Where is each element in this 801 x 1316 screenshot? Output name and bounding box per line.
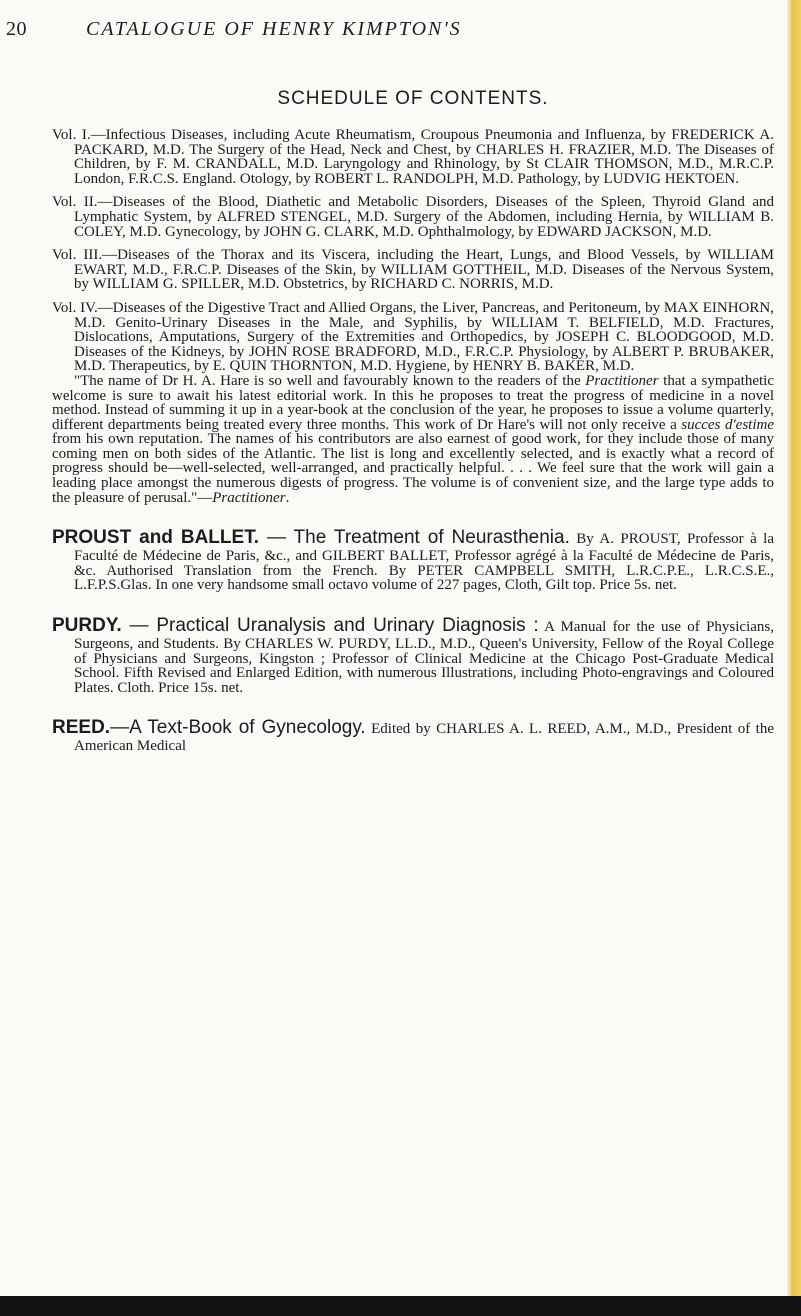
catalogue-entry-reed xyxy=(52,717,774,755)
gilt-page-edge xyxy=(787,0,801,1316)
entry-author: REED. xyxy=(52,717,111,739)
running-title: CATALOGUE OF HENRY KIMPTON'S xyxy=(86,18,462,40)
page-content xyxy=(52,52,774,754)
entry-author: PURDY. xyxy=(52,615,122,637)
page-bottom-edge xyxy=(0,1296,801,1316)
catalogue-entry-purdy xyxy=(52,615,774,696)
volume-4: Vol. IV.—Diseases of the Digestive Tract and Allied Organs, the Liver, Pancreas, and Peritoneum, by MAX EINHORN, M.D. Genito-Urinary Diseases in the Male, and Syphilis, by WILLIAM T. BELFIELD, M.D. Fractures, Dislocations, Amputations, Surgery of the Extremities and Orthopedics, by JOSEPH C. BLOODGOOD, M.D. Diseases of the Kidneys, by JOHN ROSE BRADFORD, M.D., F.R.C.P. Physiology, by ALBERT P. BRUBAKER, M.D. Therapeutics, by E. QUIN THORNTON, M.D. Hygiene, by HENRY B. BAKER, M.D. xyxy=(52,299,774,375)
entry-description: Edited by CHARLES A. L. REED, A.M., M.D., President of the American Medical xyxy=(74,721,774,755)
practitioner-review xyxy=(52,374,774,505)
volume-1: Vol. I.—Infectious Diseases, including Acute Rheumatism, Croupous Pneumonia and Influenza, by FREDERICK A. PACKARD, M.D. The Surgery of the Head, Neck and Chest, by CHARLES H. FRAZIER, M.D. The Diseases of Children, by F. M. CRANDALL, M.D. Laryngology and Rhinology, by St CLAIR THOMSON, M.D., M.R.C.P. London, F.R.C.S. England. Otology, by ROBERT L. RANDOLPH, M.D. Pathology, by LUDVIG HEKTOEN. xyxy=(52,127,774,187)
review-text-end: from his own reputation. The names of his contributors are also earnest of good work, for they include those of many coming men on both sides of the Atlantic. The list is long and excellently selected, and is exactly what a record of progress should be—well-selected, well-arranged, and practically helpful. . . . We feel sure that the work will gain a leading place amongst the numerous digests of progress. The volume is of convenient size, and the large type adds to the pleasure of perusal."— xyxy=(52,431,774,506)
schedule-title: SCHEDULE OF CONTENTS. xyxy=(277,88,549,109)
page-header xyxy=(6,18,777,42)
entry-title: —A Text-Book of Gynecology. xyxy=(110,717,366,739)
review-phrase: succes d'estime xyxy=(681,416,774,433)
entry-author: PROUST and BALLET. xyxy=(52,527,259,549)
catalogue-entry-proust xyxy=(52,527,774,594)
review-closing: . xyxy=(285,489,290,506)
review-source: Practitioner xyxy=(212,489,286,506)
entry-description: A Manual for the use of Physicians, Surgeons, and Students. By CHARLES W. PURDY, LL.D., M.D., Queen's University, Fellow of the Royal College of Physicians and Surgeons, Kingston ; Professor of Clinical Medicine at the Chicago Post-Graduate Medical School. Fifth Revised and Enlarged Edition, with numerous Illustrations, including Photo-engravings and Coloured Plates. Cloth. Price 15s. net. xyxy=(74,619,774,696)
page-number: 20 xyxy=(6,18,27,40)
volume-3: Vol. III.—Diseases of the Thorax and its Viscera, including the Heart, Lungs, and Blood Vessels, by WILLIAM EWART, M.D., F.R.C.P. Diseases of the Skin, by WILLIAM GOTTHEIL, M.D. Diseases of the Nervous System, by WILLIAM G. SPILLER, M.D. Obstetrics, by RICHARD C. NORRIS, M.D. xyxy=(52,247,774,293)
entry-title: — The Treatment of Neurasthenia. xyxy=(258,527,570,549)
entry-title: — Practical Uranalysis and Urinary Diagnosis : xyxy=(121,615,539,637)
review-text-start: "The name of Dr H. A. Hare is so well and favourably known to the readers of the xyxy=(74,372,586,389)
entry-description: By A. PROUST, Professor à la Faculté de Médecine de Paris, &c., and GILBERT BALLET, Professor agrégé à la Faculté de Médecine de Paris, &c. Authorised Translation from the French. By PETER CAMPBELL SMITH, L.R.C.P.E., L.R.C.S.E., L.F.P.S.Glas. In one very handsome small octavo volume of 227 pages, Cloth, Gilt top. Price 5s. net. xyxy=(74,531,774,594)
volume-2: Vol. II.—Diseases of the Blood, Diathetic and Metabolic Disorders, Diseases of the Spleen, Thyroid Gland and Lymphatic System, by ALFRED STENGEL, M.D. Surgery of the Abdomen, including Hernia, by WILLIAM B. COLEY, M.D. Gynecology, by JOHN G. CLARK, M.D. Ophthalmology, by EDWARD JACKSON, M.D. xyxy=(52,194,774,240)
review-journal: Practitioner xyxy=(585,372,659,389)
review-text-middle: that a sympathetic welcome is sure to await his latest editorial work. In this he proposes to treat the progress of medicine in a novel method. Instead of summing it up in a year-book at the conclusion of the year, he proposes to issue a volume quarterly, different departments being treated every three months. This work of Dr Hare's will not only receive a xyxy=(52,372,774,433)
